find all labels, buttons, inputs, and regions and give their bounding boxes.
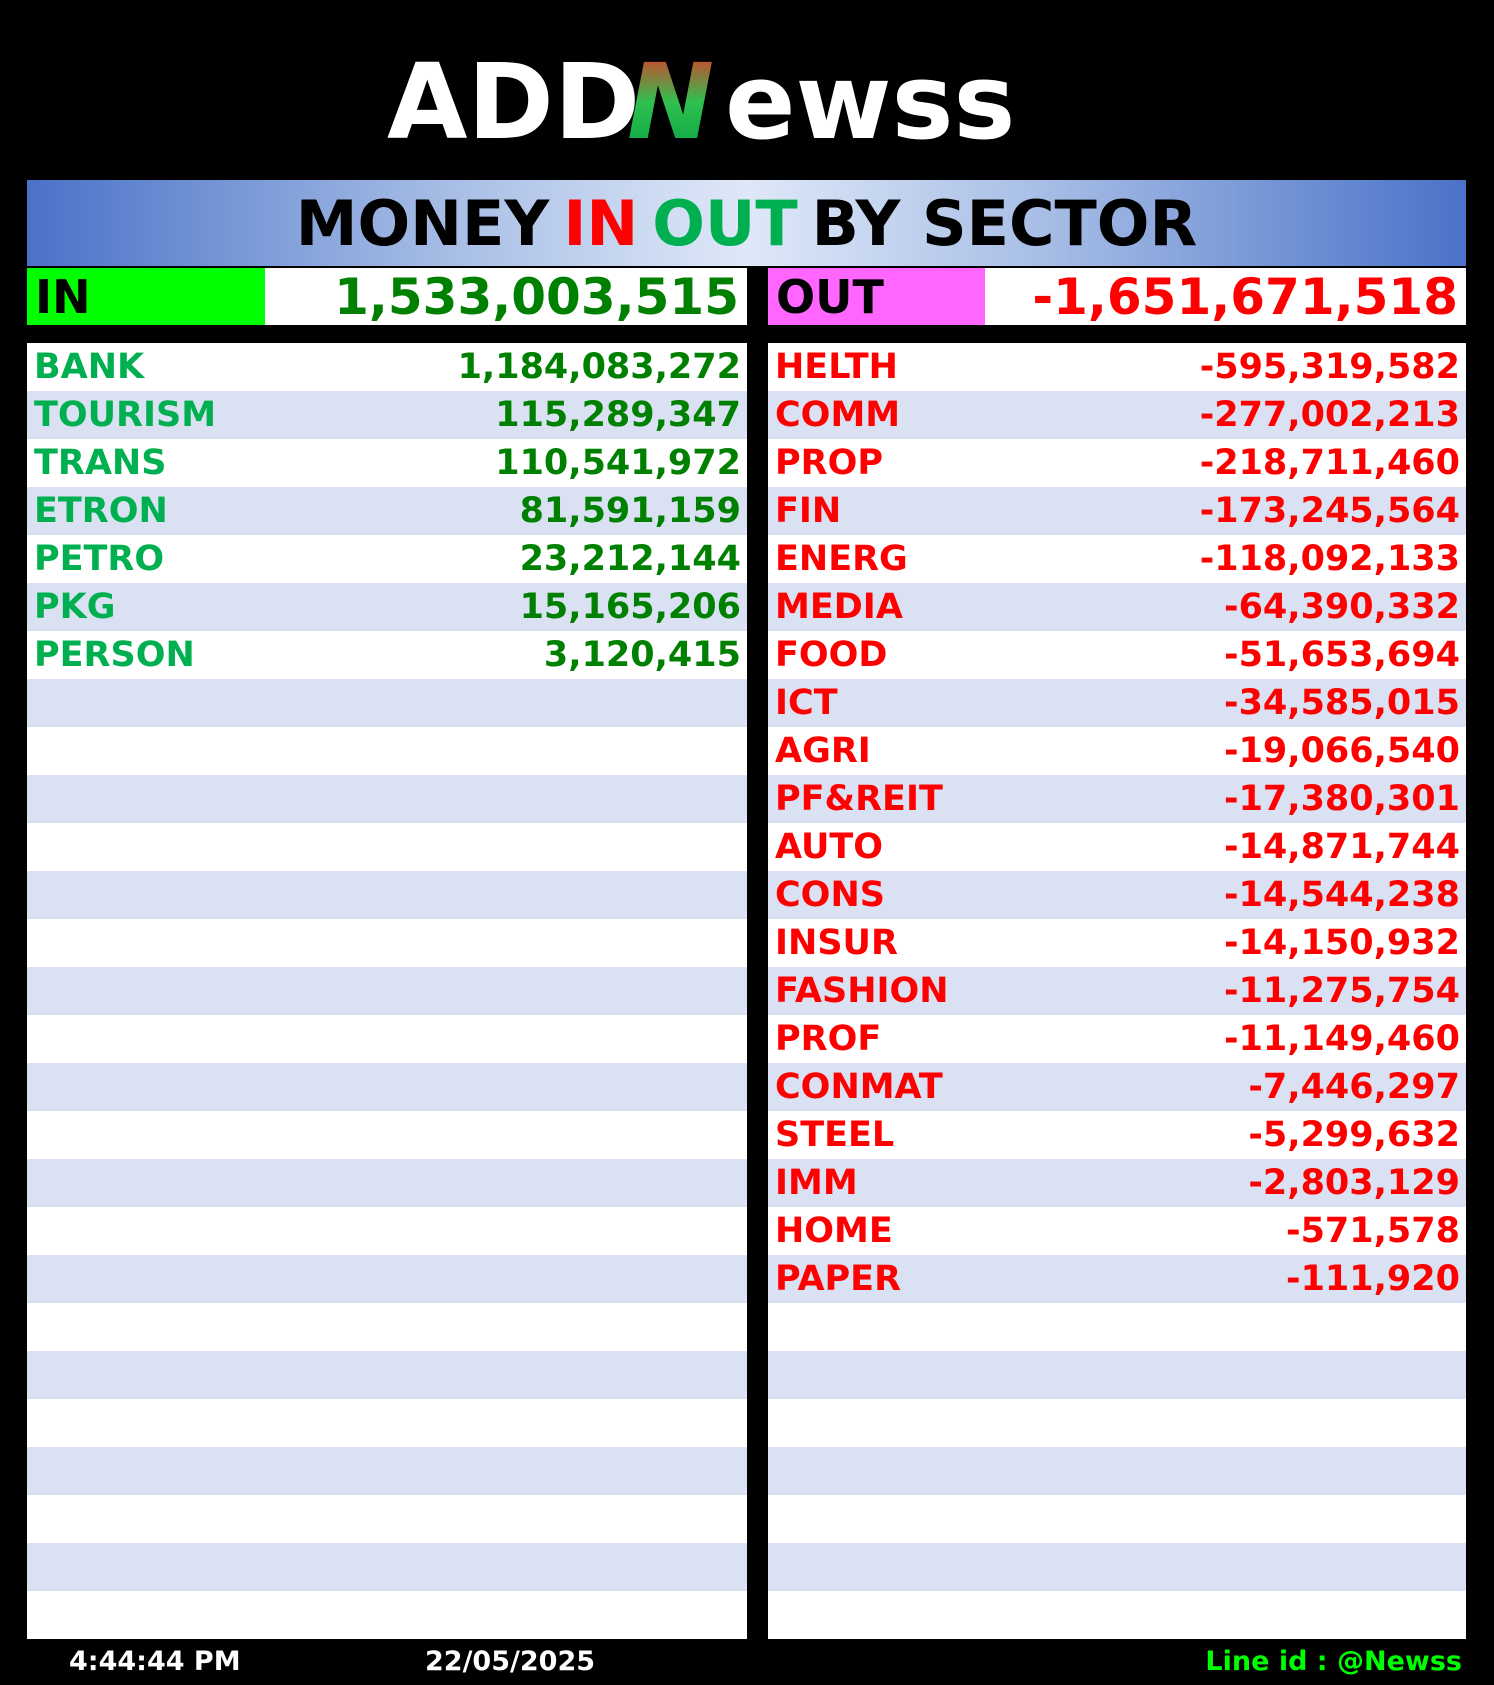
sector-value: -14,871,744 [1224,827,1460,867]
sector-row [27,1303,747,1351]
sector-row [27,583,747,631]
sector-row [768,1255,1466,1303]
sector-row [27,871,747,919]
sector-name: AUTO [775,827,884,867]
sector-name: PETRO [34,539,165,579]
sector-row [768,871,1466,919]
sector-value: -14,544,238 [1224,875,1460,915]
sector-name: FASHION [775,971,949,1011]
sector-name: PF&REIT [775,779,943,819]
total-out-value: -1,651,671,518 [1032,267,1458,326]
sector-value: 15,165,206 [519,587,741,627]
sector-value: -277,002,213 [1199,395,1460,435]
sector-row [27,1447,747,1495]
total-in-value: 1,533,003,515 [334,267,739,326]
sector-value: -173,245,564 [1199,491,1460,531]
sector-value: -571,578 [1286,1211,1460,1251]
footer-line-id: Line id : @Newss [1205,1646,1462,1677]
sector-row [768,1447,1466,1495]
sector-row [768,1159,1466,1207]
sector-value: 110,541,972 [495,443,741,483]
sector-value: -11,275,754 [1224,971,1460,1011]
sector-name: PROP [775,443,884,483]
sector-row [27,631,747,679]
sector-row [27,343,747,391]
sector-row [27,727,747,775]
total-out-label: OUT [768,268,985,325]
title-out: OUT [652,186,798,260]
sector-row [27,1399,747,1447]
addnewss-logo [0,38,1494,168]
sector-row [768,343,1466,391]
logo-text-ewss: ewss [725,41,1016,163]
sector-row [27,1591,747,1639]
sector-name: PAPER [775,1259,902,1299]
sector-value: -64,390,332 [1224,587,1460,627]
sector-name: TRANS [34,443,167,483]
sector-value: 81,591,159 [519,491,741,531]
sector-name: CONMAT [775,1067,943,1107]
sector-row [27,1543,747,1591]
sector-row [27,1063,747,1111]
logo-graphic [387,38,1107,168]
sector-value: 1,184,083,272 [457,347,741,387]
total-in [27,268,747,325]
sector-row [768,631,1466,679]
sector-row [768,391,1466,439]
sector-row [27,391,747,439]
sector-name: AGRI [775,731,871,771]
sector-value: -118,092,133 [1199,539,1460,579]
sector-row [768,679,1466,727]
sector-value: -11,149,460 [1224,1019,1460,1059]
sector-value: -7,446,297 [1248,1067,1460,1107]
sector-name: PROF [775,1019,882,1059]
title-by-sector: BY SECTOR [811,186,1198,260]
sector-row [768,1543,1466,1591]
logo-text-add: ADD [387,41,641,163]
sector-row [27,1159,747,1207]
sector-row [768,1063,1466,1111]
sector-value: -2,803,129 [1248,1163,1460,1203]
sector-name: ICT [775,683,838,723]
sector-value: -17,380,301 [1224,779,1460,819]
sector-row [27,487,747,535]
sector-row [27,823,747,871]
sector-name: ENERG [775,539,908,579]
sector-name: PERSON [34,635,195,675]
sector-name: FIN [775,491,842,531]
sector-row [27,439,747,487]
sector-name: HELTH [775,347,898,387]
sector-row [27,1495,747,1543]
title-in: IN [563,186,639,260]
sector-row [27,1351,747,1399]
sector-name: IMM [775,1163,858,1203]
sector-value: -5,299,632 [1248,1115,1460,1155]
footer-time: 4:44:44 PM [69,1646,241,1677]
sector-row [768,775,1466,823]
footer-date: 22/05/2025 [425,1646,596,1677]
sector-row [768,967,1466,1015]
sector-row [27,1111,747,1159]
total-out [768,268,1466,325]
sector-row [768,583,1466,631]
sector-row [768,1303,1466,1351]
sector-name: TOURISM [34,395,217,435]
footer [27,1640,1466,1682]
sector-row [768,487,1466,535]
money-out-list [768,343,1466,1639]
title-bar [27,180,1466,266]
sector-row [768,919,1466,967]
sector-row [768,823,1466,871]
sector-row [27,1015,747,1063]
sector-row [27,967,747,1015]
sector-row [27,775,747,823]
sector-row [27,535,747,583]
sector-row [768,439,1466,487]
sector-row [27,1207,747,1255]
sector-row [768,1111,1466,1159]
logo-text-n: N [627,41,715,163]
sector-name: MEDIA [775,587,903,627]
sector-row [768,727,1466,775]
sector-name: ETRON [34,491,168,531]
sector-name: HOME [775,1211,893,1251]
sector-row [27,1255,747,1303]
sector-row [768,1495,1466,1543]
sector-name: PKG [34,587,116,627]
title-money: MONEY [295,186,550,260]
sector-row [768,1351,1466,1399]
sector-value: -51,653,694 [1224,635,1460,675]
sector-value: -34,585,015 [1224,683,1460,723]
sector-value: 115,289,347 [495,395,741,435]
sector-value: -14,150,932 [1224,923,1460,963]
sector-name: COMM [775,395,901,435]
sector-name: CONS [775,875,885,915]
sector-row [768,1015,1466,1063]
sector-name: BANK [34,347,145,387]
sector-name: STEEL [775,1115,895,1155]
sector-row [768,1591,1466,1639]
sector-row [27,919,747,967]
sector-row [768,535,1466,583]
sector-value: -218,711,460 [1199,443,1460,483]
sector-name: FOOD [775,635,888,675]
sector-value: 3,120,415 [543,635,741,675]
sector-row [768,1399,1466,1447]
sector-value: -595,319,582 [1199,347,1460,387]
sector-value: 23,212,144 [519,539,741,579]
sector-row [768,1207,1466,1255]
sector-name: INSUR [775,923,898,963]
total-in-label: IN [27,268,265,325]
sector-row [27,679,747,727]
money-in-list [27,343,747,1639]
sector-value: -111,920 [1286,1259,1460,1299]
sector-value: -19,066,540 [1224,731,1460,771]
